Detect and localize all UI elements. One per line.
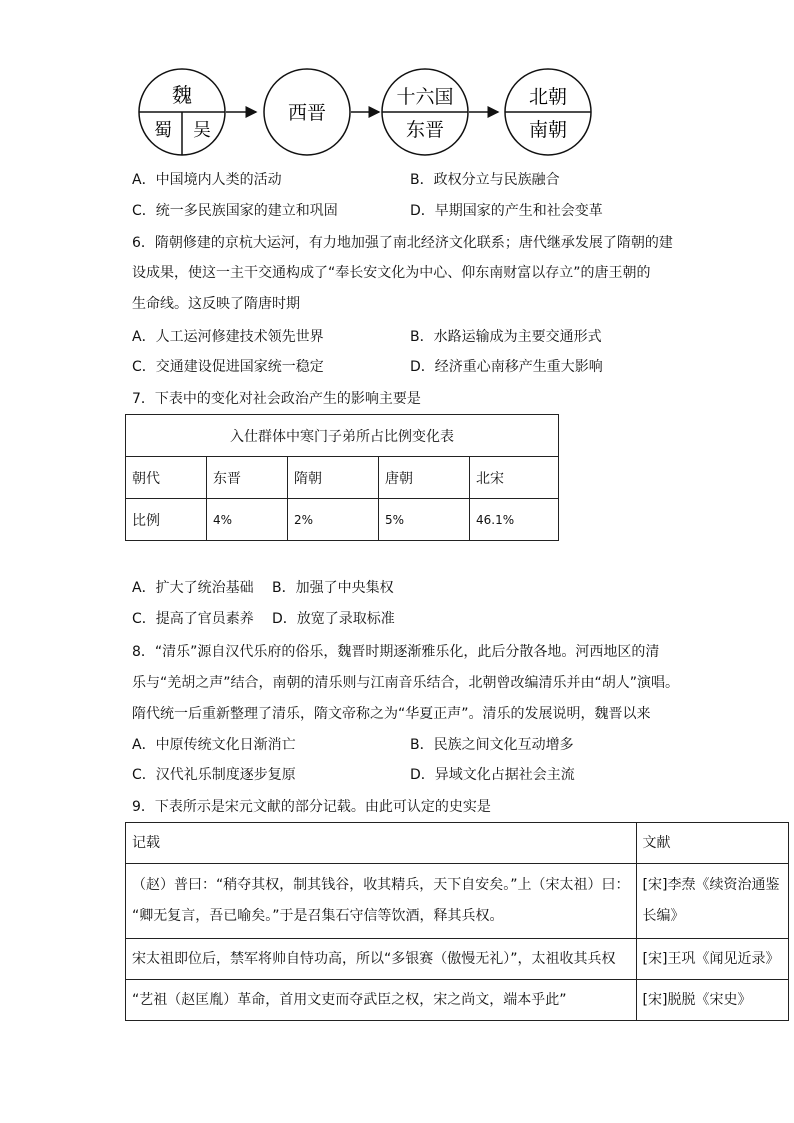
q7-table-title-row (126, 415, 559, 457)
q9-source-cell (636, 939, 788, 980)
q9-record-cell (126, 939, 637, 980)
q7-data-cell: 4% (207, 499, 288, 541)
q7-data-cell: 比例 (126, 499, 207, 541)
q5-option-d[interactable]: D．早期国家的产生和社会变革 (410, 203, 603, 219)
q6-option-b[interactable]: B．水路运输成为主要交通形式 (410, 329, 602, 345)
table-row (126, 457, 559, 499)
q7-header-cell: 北宋 (470, 457, 559, 499)
q5-option-b[interactable]: B．政权分立与民族融合 (410, 172, 560, 188)
label-shu: 蜀 (154, 120, 172, 141)
q9-source-cell (636, 980, 788, 1021)
q5-option-c[interactable]: C．统一多民族国家的建立和巩固 (132, 203, 338, 219)
q9-source-line: [宋]李焘《续资治通鉴 (642, 877, 780, 893)
q8-stem-line-2: 乐与“羌胡之声”结合，南朝的清乐则与江南音乐结合，北朝曾改编清乐并由“胡人”演唱。 (132, 675, 680, 691)
q9-source-cell (636, 864, 788, 939)
q9-table (125, 822, 789, 1021)
q6-stem-line-3: 生命线。这反映了隋唐时期 (132, 296, 300, 312)
q6-option-d[interactable]: D．经济重心南移产生重大影响 (410, 359, 603, 375)
dynasty-diagram (130, 64, 600, 160)
q7-header-cell: 唐朝 (379, 457, 470, 499)
q9-record-cell (126, 980, 637, 1021)
table-row (126, 980, 789, 1021)
label-nanchao: 南朝 (528, 119, 568, 141)
table-row (126, 823, 789, 864)
circle-wei-shu-wu (139, 69, 225, 155)
q9-source-line: [宋]脱脱《宋史》 (642, 992, 752, 1008)
label-beichao: 北朝 (528, 86, 568, 108)
q9-record-cell (126, 864, 637, 939)
q6-stem-line-1: 6．隋朝修建的京杭大运河，有力地加强了南北经济文化联系；唐代继承发展了隋朝的建 (132, 235, 673, 251)
table-row (126, 499, 559, 541)
circle-xijin (264, 69, 350, 155)
q6-option-a[interactable]: A．人工运河修建技术领先世界 (132, 329, 324, 345)
q7-table-title: 入仕群体中寒门子弟所占比例变化表 (126, 415, 559, 457)
q7-header-cell: 东晋 (207, 457, 288, 499)
q7-option-c[interactable]: C．提高了官员素养 (132, 611, 254, 627)
label-wu: 吴 (193, 120, 211, 141)
label-xijin: 西晋 (287, 102, 327, 124)
q7-option-b[interactable]: B．加强了中央集权 (272, 580, 394, 596)
label-dongjin: 东晋 (405, 119, 445, 141)
q7-header-cell: 隋朝 (288, 457, 379, 499)
q5-option-a[interactable]: A．中国境内人类的活动 (132, 172, 282, 188)
q7-option-d[interactable]: D．放宽了录取标准 (272, 611, 395, 627)
q6-option-c[interactable]: C．交通建设促进国家统一稳定 (132, 359, 324, 375)
q8-option-c[interactable]: C．汉代礼乐制度逐步复原 (132, 767, 296, 783)
circle-16guo-dongjin (382, 69, 468, 155)
q8-option-b[interactable]: B．民族之间文化互动增多 (410, 737, 574, 753)
q7-data-cell: 46.1% (470, 499, 559, 541)
q7-header-cell: 朝代 (126, 457, 207, 499)
table-row (126, 864, 789, 939)
q9-stem: 9．下表所示是宋元文献的部分记载。由此可认定的史实是 (132, 799, 491, 815)
q9-record-line: （赵）普曰：“稍夺其权，制其钱谷，收其精兵，天下自安矣。”上（宋太祖）曰： (132, 877, 630, 893)
q7-option-a[interactable]: A．扩大了统治基础 (132, 580, 254, 596)
label-wei: 魏 (172, 83, 192, 107)
q7-data-cell: 2% (288, 499, 379, 541)
q6-stem-line-2: 设成果，使这一主干交通构成了“奉长安文化为中心、仰东南财富以存立”的唐王朝的 (132, 265, 651, 281)
q8-stem-line-1: 8．“清乐”源自汉代乐府的俗乐，魏晋时期逐渐雅乐化，此后分散各地。河西地区的清 (132, 644, 660, 660)
q7-stem: 7．下表中的变化对社会政治产生的影响主要是 (132, 391, 421, 407)
q9-header-source: 文献 (636, 823, 788, 864)
circle-beichao-nanchao (505, 69, 591, 155)
q9-source-line: 长编》 (642, 908, 685, 924)
q8-stem-line-3: 隋代统一后重新整理了清乐，隋文帝称之为“华夏正声”。清乐的发展说明，魏晋以来 (132, 706, 651, 722)
q7-table (125, 414, 559, 541)
q9-header-record: 记载 (126, 823, 637, 864)
q9-record-line: “艺祖（赵匡胤）革命，首用文吏而夺武臣之权，宋之尚文，端本乎此” (132, 992, 567, 1008)
q9-record-line: “卿无复言，吾已喻矣。”于是召集石守信等饮酒，释其兵权。 (132, 908, 504, 924)
table-row (126, 939, 789, 980)
label-16guo: 十六国 (396, 86, 454, 108)
q7-data-cell: 5% (379, 499, 470, 541)
q8-option-a[interactable]: A．中原传统文化日渐消亡 (132, 737, 296, 753)
q9-source-line: [宋]王巩《闻见近录》 (642, 951, 780, 967)
q9-record-line: 宋太祖即位后，禁军将帅自恃功高，所以“多银赛（傲慢无礼）”，太祖收其兵权 (132, 951, 616, 967)
q8-option-d[interactable]: D．异域文化占据社会主流 (410, 767, 575, 783)
